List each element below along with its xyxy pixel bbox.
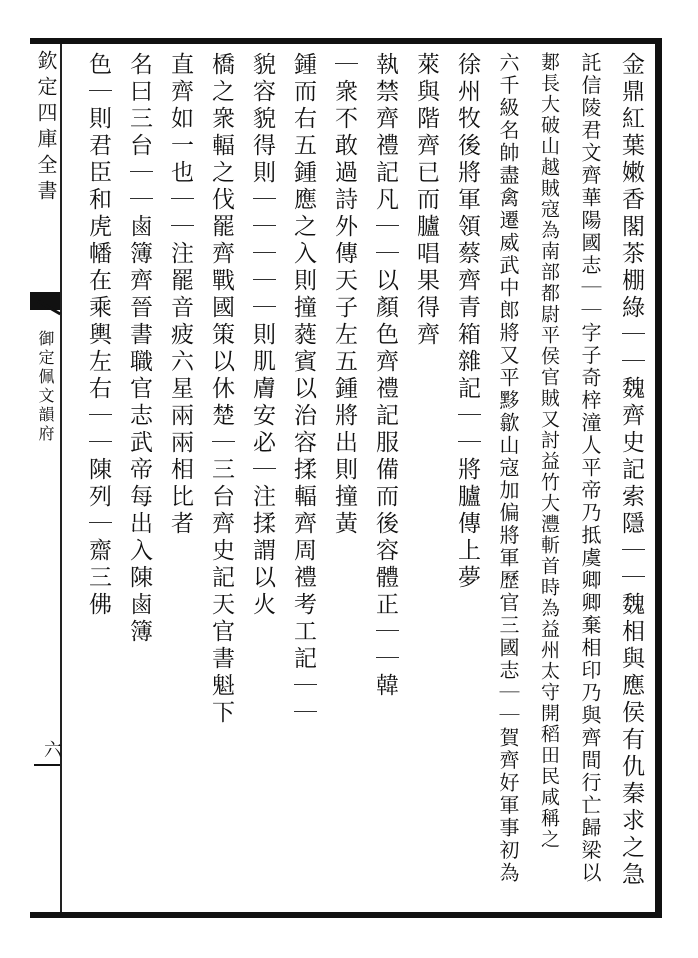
text-column-2: 託信陵君文齊華陽國志｜｜字子奇梓潼人平帝乃抵虞卿卿棄相印乃與齊間行亡歸梁以 — [578, 52, 602, 885]
page-number: 六 — [41, 740, 62, 758]
text-column-5: 徐州牧後將軍領蔡齊青箱雜記｜｜將臚傳上夢 — [454, 52, 480, 592]
text-column-13: 名曰三台｜｜鹵簿齊晉書職官志武帝每出入陳鹵簿 — [126, 52, 152, 646]
text-column-6: 萊與階齊已而臚唱果得齊 — [413, 52, 439, 349]
frame-top-border — [30, 38, 662, 44]
text-column-10: 貌容貌得則｜｜｜｜｜則肌膚安必｜注揉謂以火 — [249, 52, 275, 619]
page-number-rule — [34, 764, 60, 766]
book-title: 欽定四庫全書 — [34, 50, 58, 206]
text-column-14: 色｜則君臣和虎幡在乘輿左右｜｜陳列｜齋三佛 — [85, 52, 111, 619]
text-column-7: 執禁齊禮記凡｜｜以顏色齊禮記服備而後容體正｜｜韓 — [372, 52, 398, 700]
text-column-12: 直齊如一也｜｜注罷音疲六星兩兩相比者 — [167, 52, 193, 538]
text-column-1: 金鼎紅葉嫩香閣茶棚綠｜｜魏齊史記索隱｜｜魏相與應侯有仇秦求之急 — [618, 52, 644, 889]
section-title: 御定佩文韻府 — [36, 330, 55, 444]
text-column-11: 橋之衆輻之伐罷齊戰國策以休楚｜三台齊史記天官書魁下 — [208, 52, 234, 727]
frame-right-border — [655, 38, 662, 918]
frame-bottom-border — [30, 912, 662, 918]
text-column-4: 六千級名帥盡禽遷威武中郎將又平黟歙山寇加偏將軍歷官三國志｜｜賀齊好軍事初為 — [496, 52, 520, 885]
text-column-3: 郪長大破山越賊寇為南部都尉平侯官賊又討益竹大灃斬首時為益州太守開稻田民咸稱之 — [538, 52, 560, 850]
text-column-9: 鍾而右五鍾應之入則撞蕤賓以治容揉輻齊周禮考工記｜｜ — [290, 52, 316, 727]
text-column-8: ｜衆不敢過詩外傳天子左五鍾將出則撞黃 — [331, 52, 357, 538]
